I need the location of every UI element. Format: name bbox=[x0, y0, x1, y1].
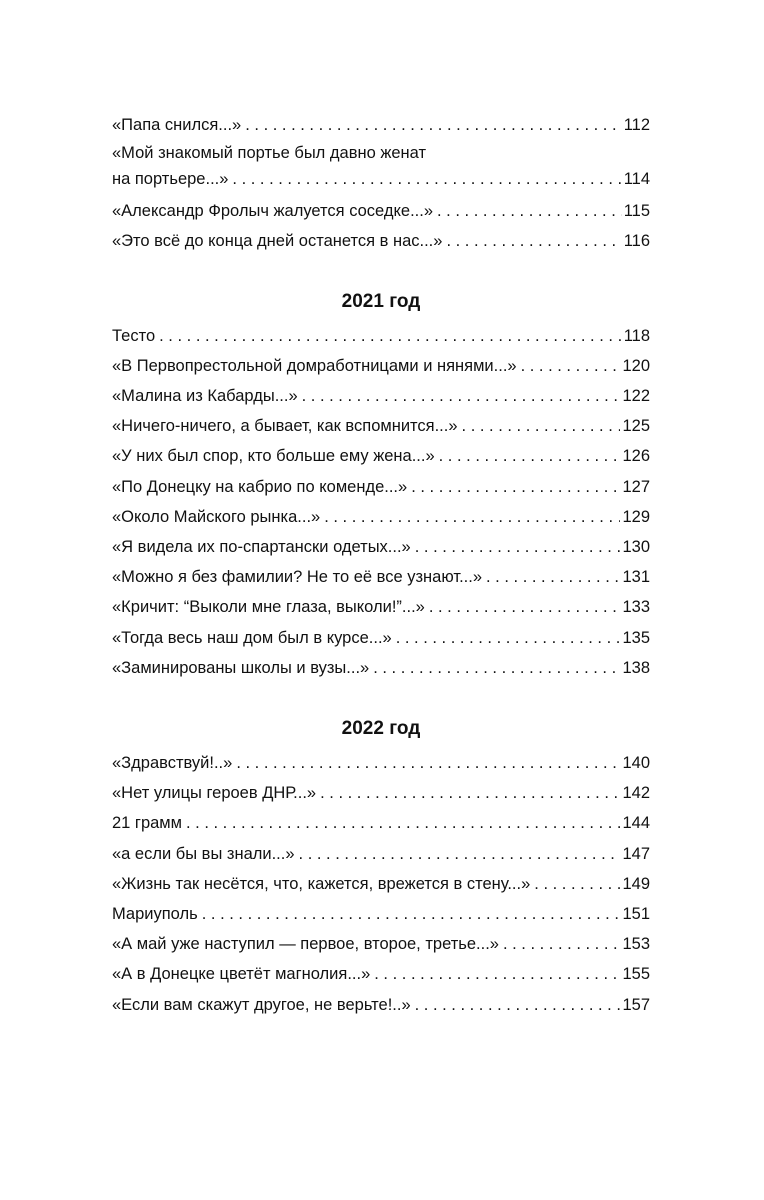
toc-entry bbox=[112, 321, 650, 351]
toc-entry-page: 142 bbox=[622, 784, 650, 803]
toc-entry bbox=[112, 196, 650, 226]
dot-leader bbox=[415, 990, 621, 1020]
toc-entry-page: 147 bbox=[622, 844, 650, 863]
toc-entry bbox=[112, 990, 650, 1020]
toc-entry bbox=[112, 351, 650, 381]
toc-entry bbox=[112, 869, 650, 899]
toc-entry-title: на портьере...» bbox=[112, 170, 229, 189]
dot-leader bbox=[521, 351, 621, 381]
toc-entry-page: 133 bbox=[622, 598, 650, 617]
dot-leader bbox=[299, 839, 621, 869]
toc-entry bbox=[112, 899, 650, 929]
section-heading: 2022 год bbox=[341, 718, 421, 740]
toc-entry-title: «Около Майского рынка...» bbox=[112, 507, 321, 526]
toc-entry-page: 118 bbox=[623, 326, 650, 345]
toc-entry bbox=[112, 592, 650, 622]
toc-entry bbox=[112, 411, 650, 441]
toc-entry-page: 126 bbox=[622, 447, 650, 466]
toc-entry-title: Тесто bbox=[112, 326, 156, 345]
toc-entry bbox=[112, 502, 650, 532]
toc-entry-title: «Жизнь так несётся, что, кажется, врежется в стену...» bbox=[112, 874, 531, 893]
toc-entry-title: «А май уже наступил — первое, второе, третье...» bbox=[112, 935, 499, 954]
toc-entry-title: «Кричит: “Выколи мне глаза, выколи!”...» bbox=[112, 598, 425, 617]
dot-leader bbox=[437, 196, 622, 226]
toc-entry bbox=[112, 623, 650, 653]
toc-entry-page: 116 bbox=[623, 232, 650, 251]
toc-entry-title: «Здравствуй!..» bbox=[112, 754, 233, 773]
dot-leader bbox=[373, 653, 620, 683]
dot-leader bbox=[396, 623, 621, 653]
toc-entry-page: 115 bbox=[623, 202, 650, 221]
toc-entry-page: 151 bbox=[622, 905, 650, 924]
toc-entry-title: «У них был спор, кто больше ему жена...» bbox=[112, 447, 435, 466]
dot-leader bbox=[446, 226, 621, 256]
dot-leader bbox=[439, 441, 621, 471]
toc-entry-title: «Если вам скажут другое, не верьте!..» bbox=[112, 995, 411, 1014]
toc-entry bbox=[112, 381, 650, 411]
toc-entry-title: 21 грамм bbox=[112, 814, 182, 833]
dot-leader bbox=[186, 808, 620, 838]
dot-leader bbox=[503, 929, 621, 959]
toc-entry-title: «Нет улицы героев ДНР...» bbox=[112, 784, 317, 803]
toc-entry-page: 135 bbox=[622, 628, 650, 647]
dot-leader bbox=[320, 778, 620, 808]
toc-entry bbox=[112, 653, 650, 683]
toc-entry-title: «Заминированы школы и вузы...» bbox=[112, 658, 370, 677]
toc-entry-page: 130 bbox=[622, 538, 650, 557]
toc-entry bbox=[112, 140, 650, 192]
dot-leader bbox=[202, 899, 621, 929]
toc-entry-page: 153 bbox=[622, 935, 650, 954]
dot-leader bbox=[232, 166, 621, 192]
toc-entry-title: «По Донецку на кабрио по коменде...» bbox=[112, 477, 408, 496]
dot-leader bbox=[245, 110, 621, 140]
toc-section-2022 bbox=[112, 717, 650, 1020]
toc-entry bbox=[112, 110, 650, 140]
toc-entry bbox=[112, 959, 650, 989]
toc-entry-page: 138 bbox=[622, 658, 650, 677]
toc-entry-title: «В Первопрестольной домработницами и нянями...» bbox=[112, 356, 517, 375]
section-heading: 2021 год bbox=[341, 290, 421, 312]
dot-leader bbox=[302, 381, 621, 411]
toc-entry bbox=[112, 532, 650, 562]
toc-entry-page: 114 bbox=[623, 170, 650, 189]
toc-entry-page: 129 bbox=[622, 507, 650, 526]
toc-entry-title: «Папа снился...» bbox=[112, 116, 242, 134]
toc-entry bbox=[112, 226, 650, 256]
toc-entry-title: «Можно я без фамилии? Не то её все узнают...» bbox=[112, 568, 483, 587]
dot-leader bbox=[462, 411, 621, 441]
dot-leader bbox=[374, 959, 620, 989]
dot-leader bbox=[411, 472, 620, 502]
toc-entry-page: 127 bbox=[622, 477, 650, 496]
toc-entry bbox=[112, 472, 650, 502]
dot-leader bbox=[159, 321, 622, 351]
toc-entry bbox=[112, 748, 650, 778]
toc-entry bbox=[112, 929, 650, 959]
dot-leader bbox=[324, 502, 620, 532]
toc-entry-page: 125 bbox=[622, 417, 650, 436]
toc-entry-page: 120 bbox=[622, 356, 650, 375]
toc-entry-title: «Ничего-ничего, а бывает, как вспомнится...» bbox=[112, 417, 458, 436]
toc-entry-page: 131 bbox=[622, 568, 650, 587]
toc-entry-title: «Малина из Кабарды...» bbox=[112, 387, 298, 406]
toc-entry-title: «Александр Фролыч жалуется соседке...» bbox=[112, 202, 434, 221]
dot-leader bbox=[534, 869, 620, 899]
toc-entry-title: «Это всё до конца дней останется в нас...» bbox=[112, 232, 443, 251]
toc-entry bbox=[112, 808, 650, 838]
toc-entry bbox=[112, 778, 650, 808]
table-of-contents bbox=[112, 110, 650, 1020]
toc-entry-title: «а если бы вы знали...» bbox=[112, 844, 295, 863]
toc-entry-title-line1: «Мой знакомый портье был давно женат bbox=[112, 144, 427, 163]
toc-section-2021 bbox=[112, 290, 650, 683]
toc-entry-page: 157 bbox=[622, 995, 650, 1014]
dot-leader bbox=[415, 532, 621, 562]
dot-leader bbox=[236, 748, 620, 778]
toc-entry-title: «Тогда весь наш дом был в курсе...» bbox=[112, 628, 392, 647]
dot-leader bbox=[486, 562, 620, 592]
dot-leader bbox=[429, 592, 621, 622]
toc-entry-title: Мариуполь bbox=[112, 905, 198, 924]
toc-entry-page: 122 bbox=[622, 387, 650, 406]
toc-section-continued bbox=[112, 110, 650, 257]
toc-entry-page: 140 bbox=[622, 754, 650, 773]
toc-entry-page: 112 bbox=[623, 116, 650, 134]
toc-entry-page: 155 bbox=[622, 965, 650, 984]
toc-entry-page: 149 bbox=[622, 874, 650, 893]
toc-entry bbox=[112, 839, 650, 869]
toc-entry bbox=[112, 562, 650, 592]
toc-entry bbox=[112, 441, 650, 471]
toc-entry-title: «А в Донецке цветёт магнолия...» bbox=[112, 965, 371, 984]
toc-entry-page: 144 bbox=[622, 814, 650, 833]
toc-entry-title: «Я видела их по-спартански одетых...» bbox=[112, 538, 411, 557]
